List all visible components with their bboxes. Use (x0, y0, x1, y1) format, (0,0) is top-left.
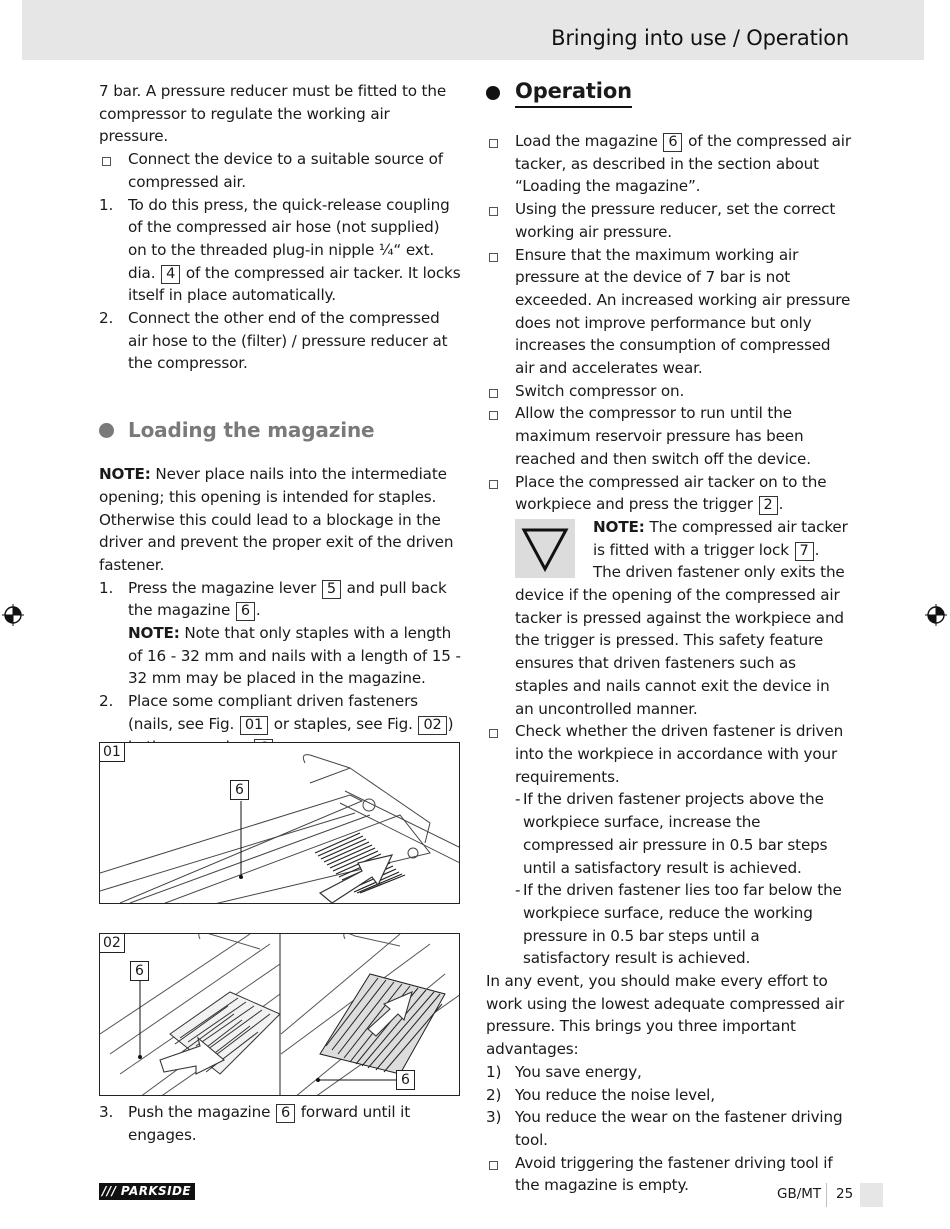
figure-02 (99, 933, 460, 1096)
left-column (99, 80, 461, 758)
part-callout: 6 (396, 1070, 415, 1090)
left-column-continued (99, 1101, 461, 1146)
note-paragraph: NOTE: Note that only staples with a length of 16 - 32 mm and nails with a length of 15 - 32 mm may be placed in the magazine. (128, 624, 461, 688)
list-item: 1) You save energy, (486, 1062, 642, 1081)
list-item: 3. Push the magazine 6 forward until it engages. (99, 1103, 411, 1144)
language-code: GB/MT (777, 1186, 822, 1202)
note-paragraph: NOTE: Never place nails into the intermediate opening; this opening is intended for staples. Otherwise this could lead to a blockage in the driver and prevent the proper exit of the driven fastener. (99, 465, 454, 574)
list-item: 1. Press the magazine lever 5 and pull back the magazine 6 . (99, 578, 447, 620)
part-ref-box: 6 (236, 602, 255, 621)
figure-label: 02 (100, 934, 125, 953)
bullet-dot-icon (486, 86, 500, 100)
part-ref-box: 7 (795, 542, 814, 561)
list-item: 2. Place some compliant driven fasteners (nails, see Fig. 01 or staples, see Fig. 02 ) (99, 690, 461, 758)
list-item: Load the magazine 6 of the compressed air tacker, as described in the section about “Loading the magazine”. (486, 130, 851, 198)
list-item: Using the pressure reducer, set the correct working air pressure. (486, 198, 851, 243)
part-ref-box: 2 (759, 496, 778, 515)
section-heading-operation: Operation (486, 77, 851, 108)
list-item: Allow the compressor to run until the maximum reservoir pressure has been reached and then switch off the device. (486, 402, 851, 470)
page-number: 25 (836, 1186, 854, 1202)
part-ref-box: 6 (663, 133, 682, 152)
sub-list-item: - If the driven fastener projects above the workpiece surface, increase the compressed air pressure in 0.5 bar steps until a satisfactory result is achieved. (515, 790, 828, 877)
warning-note: NOTE: The compressed air tacker is fitted with a trigger lock 7 . The driven fastener only exits the device if the opening of the compressed air tacker is pressed against the workpiece and the trigger is pressed. This safety feature ensures that driven fasteners such as staples and nails cannot exit the device in an uncontrolled manner. (515, 517, 848, 718)
footer-divider (826, 1183, 827, 1207)
event-paragraph: In any event, you should make every effort to work using the lowest adequate compressed air pressure. This brings you three important advantages: (486, 972, 845, 1059)
warning-triangle-icon (515, 519, 575, 578)
list-item: 3) You reduce the wear on the fastener driving tool. (486, 1108, 843, 1149)
footer-tab (860, 1183, 883, 1207)
sub-list-item: - If the driven fastener lies too far below the workpiece surface, reduce the working pressure in 0.5 bar steps until a satisfactory result is achieved. (515, 881, 842, 968)
figure-ref-box: 01 (240, 716, 268, 735)
figure-01 (99, 742, 460, 904)
registration-mark-icon (2, 604, 24, 626)
list-item: Ensure that the maximum working air pressure at the device of 7 bar is not exceeded. An increased working air pressure does not improve performance but only increases the consumption of compressed air and accelerates wear. (486, 244, 851, 380)
magazine-illustration (100, 743, 460, 904)
list-item: Avoid triggering the fastener driving tool if the magazine is empty. (486, 1152, 851, 1197)
section-heading-loading: Loading the magazine (99, 416, 461, 444)
bullet-dot-icon (99, 423, 114, 438)
list-item: 2) You reduce the noise level, (486, 1085, 715, 1104)
list-item: 1. To do this press, the quick-release coupling of the compressed air hose (not supplied) on to the threaded plug-in nipple ¼“ ext. dia. 4 of the compressed air tacker. It locks itself in place automatically. (99, 195, 461, 305)
brand-logo: /// PARKSIDE (99, 1183, 195, 1200)
page-title: Bringing into use / Operation (551, 26, 849, 50)
part-callout: 6 (130, 961, 149, 981)
right-column (486, 80, 851, 1197)
part-ref-box: 5 (322, 580, 341, 599)
list-item: Connect the device to a suitable source of compressed air. (99, 148, 461, 193)
list-item: Check whether the driven fastener is driven into the workpiece in accordance with your requirements. (486, 720, 851, 788)
part-ref-box: 6 (276, 1104, 295, 1123)
part-callout: 6 (230, 780, 249, 800)
list-item: 2. Connect the other end of the compressed air hose to the (filter) / pressure reducer at the compressor. (99, 309, 448, 373)
list-item: Place the compressed air tacker on to the workpiece and press the trigger 2 . (486, 471, 851, 516)
list-item: Switch compressor on. (486, 380, 851, 403)
figure-ref-box: 02 (418, 716, 446, 735)
registration-mark-icon (925, 604, 947, 626)
part-ref-box: 4 (161, 265, 180, 284)
figure-label: 01 (100, 743, 125, 762)
intro-paragraph: 7 bar. A pressure reducer must be fitted to the compressor to regulate the working air pressure. (99, 82, 447, 146)
